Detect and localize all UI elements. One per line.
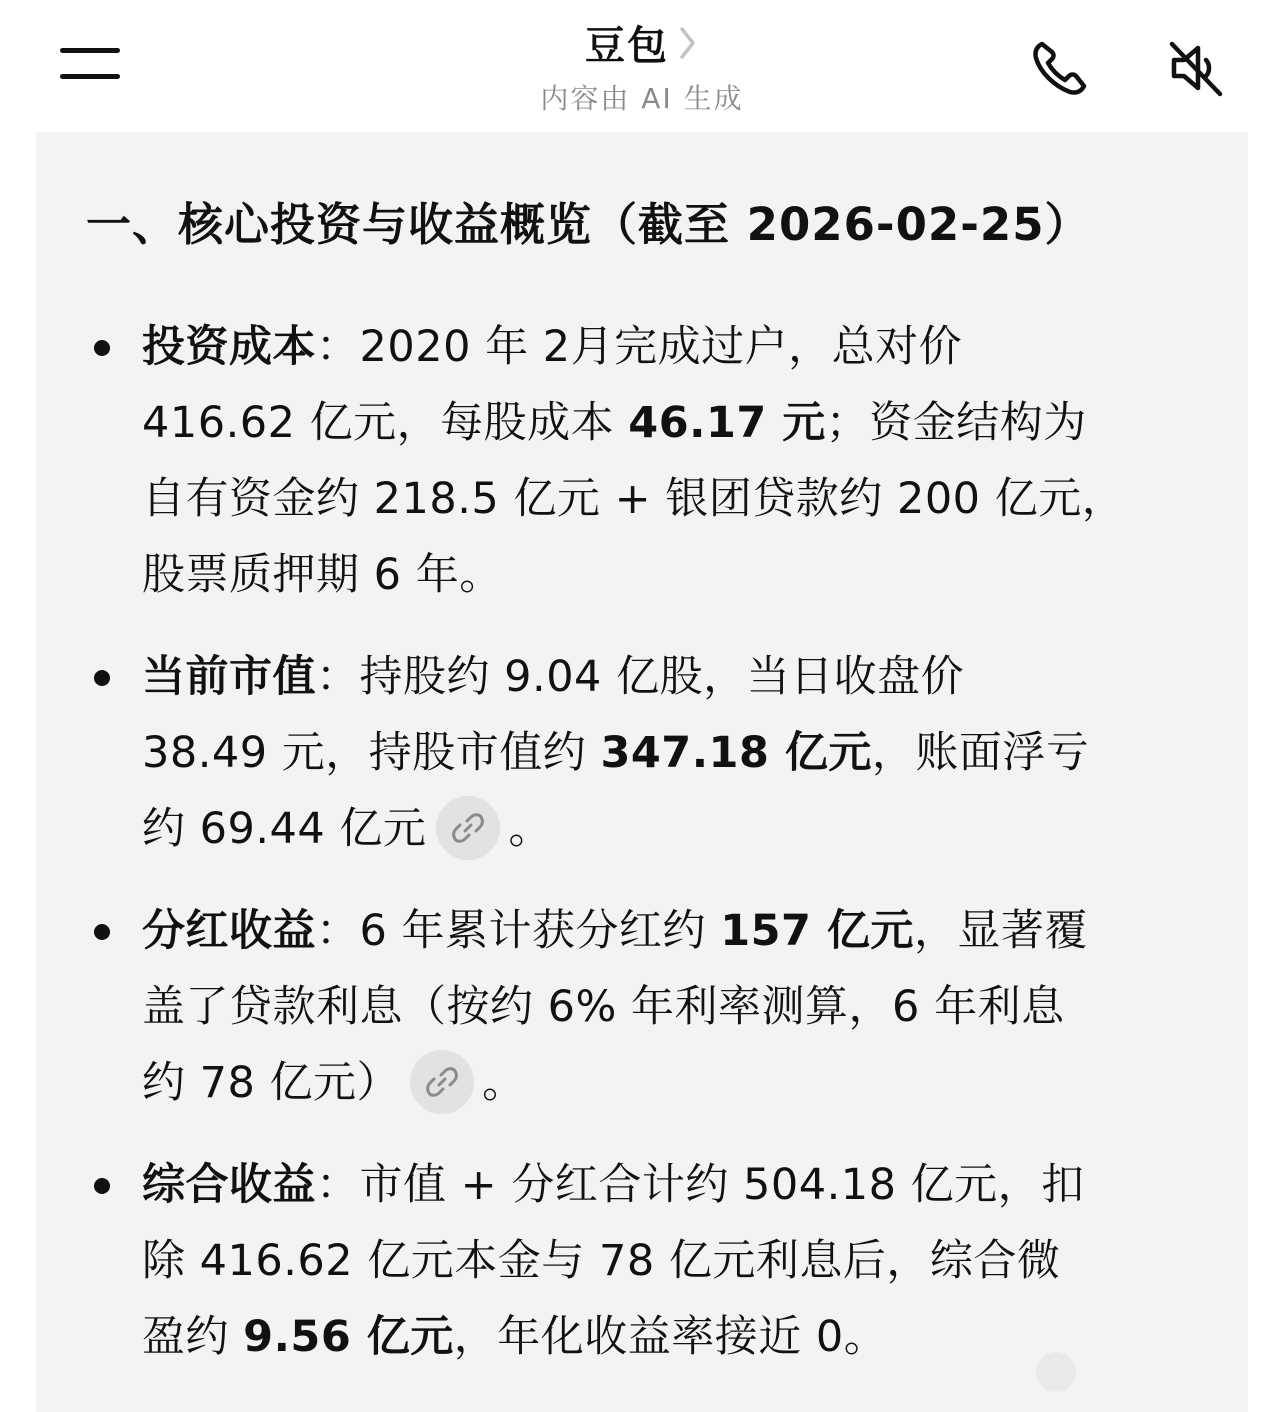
bullet-label: 分红收益: [142, 906, 316, 956]
text-segment: 盖了贷款利息（按约 6% 年利率测算，6 年利息: [142, 982, 1065, 1032]
bullet-dot: [94, 924, 110, 940]
text-segment: 。: [508, 804, 552, 854]
text-segment: ：市值 + 分红合计约 504.18 亿元，扣: [316, 1160, 1085, 1210]
link-icon: [450, 810, 486, 846]
text-line: [142, 640, 964, 714]
bold-value: 347.18 亿元: [600, 728, 872, 778]
text-segment: ，年化收益率接近 0。: [453, 1312, 888, 1362]
bullet-item: [84, 1148, 1224, 1376]
bullet-item: [84, 310, 1224, 614]
text-line: [142, 1046, 526, 1120]
bullet-dot: [94, 670, 110, 686]
text-segment: 38.49 元，持股市值约: [142, 728, 601, 778]
bullet-label: 当前市值: [142, 652, 316, 702]
text-line: [142, 1148, 1085, 1222]
phone-icon: [1028, 36, 1092, 100]
text-segment: 股票质押期 6 年。: [142, 550, 503, 600]
text-segment: 约 78 亿元）: [142, 1058, 401, 1108]
ai-generated-notice: 内容由 AI 生成: [540, 82, 744, 115]
text-line: [142, 792, 552, 866]
bot-name: 豆包: [585, 23, 669, 69]
text-line: [142, 1300, 887, 1374]
text-segment: ：2020 年 2月完成过户，总对价: [316, 322, 963, 372]
top-bar: [0, 0, 1284, 132]
text-segment: 416.62 亿元，每股成本: [142, 398, 629, 448]
text-segment: ：6 年累计获分红约: [316, 906, 721, 956]
bold-value: 9.56 亿元: [243, 1312, 454, 1362]
speaker-muted-icon: [1164, 36, 1228, 100]
ai-response-card: [36, 132, 1248, 1412]
text-line: [142, 538, 503, 612]
bullet-label: 投资成本: [142, 322, 316, 372]
bold-value: 46.17 元: [628, 398, 826, 448]
text-segment: ，账面浮亏: [871, 728, 1090, 778]
bullet-label: 综合收益: [142, 1160, 316, 1210]
text-line: [142, 1224, 1060, 1298]
phone-call-button[interactable]: [1028, 36, 1092, 100]
bullet-dot: [94, 340, 110, 356]
text-line: [142, 716, 1089, 790]
text-segment: 。: [482, 1058, 526, 1108]
text-segment: ；资金结构为: [825, 398, 1087, 448]
text-line: [142, 386, 1087, 460]
bullet-dot: [94, 1178, 110, 1194]
scroll-indicator: [1036, 1352, 1076, 1392]
text-line: [142, 970, 1065, 1044]
bullet-item: [84, 640, 1224, 868]
text-segment: 除 416.62 亿元本金与 78 亿元利息后，综合微: [142, 1236, 1061, 1286]
bullet-item: [84, 894, 1224, 1122]
section-heading: 一、核心投资与收益概览（截至 2026-02-25）: [86, 198, 1091, 251]
text-segment: 自有资金约 218.5 亿元 + 银团贷款约 200 亿元，: [142, 474, 1126, 524]
text-line: [142, 310, 962, 384]
bold-value: 157 亿元: [720, 906, 914, 956]
link-icon: [424, 1064, 460, 1100]
bot-title-button[interactable]: [585, 14, 699, 71]
text-line: [142, 462, 1125, 536]
text-segment: ，显著覆: [913, 906, 1088, 956]
chevron-right-icon: [677, 25, 699, 61]
source-link-button[interactable]: [436, 796, 500, 860]
text-segment: ：持股约 9.04 亿股，当日收盘价: [316, 652, 965, 702]
source-link-button[interactable]: [410, 1050, 474, 1114]
mute-toggle-button[interactable]: [1164, 36, 1228, 100]
text-segment: 约 69.44 亿元: [142, 804, 427, 854]
text-line: [142, 894, 1088, 968]
text-segment: 盈约: [142, 1312, 244, 1362]
